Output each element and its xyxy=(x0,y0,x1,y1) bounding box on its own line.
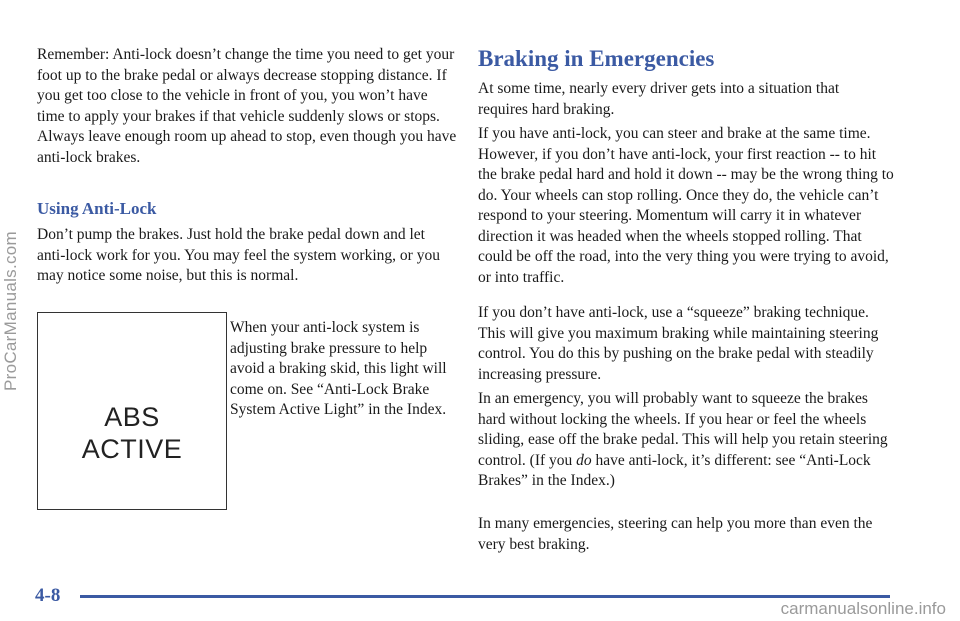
intro-paragraph: Remember: Anti-lock doesn’t change the time you need to get your foot up to the brake pedal or always decrease stopping distance. If you get too close to the vehicle in front of you, you won’t have time to apply your brakes if that vehicle suddenly slows or stops. Always leave enough room up ahead to stop, even though you have anti-lock brakes. xyxy=(37,46,457,166)
footer-rule xyxy=(80,595,890,598)
paragraph-1: At some time, nearly every driver gets into a situation that requires hard braking. xyxy=(478,80,840,118)
using-anti-lock-paragraph: Don’t pump the brakes. Just hold the brake pedal down and let anti-lock work for you. You may feel the system working, or you may notice some noise, but this is normal. xyxy=(37,226,440,284)
paragraph-4-part-b: have anti-lock, it’s different: see “Anti-Lock Brakes” in the Index.) xyxy=(478,451,871,489)
abs-light-line1: ABS xyxy=(104,402,160,432)
paragraph-4-part-a: In an emergency, you will probably want to squeeze the brakes hard without locking the wheels. If you hear or feel the wheels sliding, ease off the brake pedal. This will help you retain steering control. (If you xyxy=(478,390,888,469)
abs-light-line2: ACTIVE xyxy=(81,434,183,464)
watermark-left-text: ProCarManuals.com xyxy=(1,230,21,391)
page-number: 4-8 xyxy=(35,585,61,606)
watermark-left xyxy=(0,0,22,621)
watermark-bottom: carmanualsonline.info xyxy=(780,599,946,618)
paragraph-3: If you don’t have anti-lock, use a “squeeze” braking technique. This will give you maximum braking while maintaining steering control. You do this by pushing on the brake pedal with steadily increasing pressure. xyxy=(478,304,879,383)
subheading-using-anti-lock: Using Anti-Lock xyxy=(37,199,157,218)
abs-light-description: When your anti-lock system is adjusting brake pressure to help avoid a braking skid, this light will come on. See “Anti-Lock Brake System Active Light” in the Index. xyxy=(230,319,447,418)
paragraph-4-emphasis: do xyxy=(576,451,592,469)
paragraph-4 xyxy=(478,389,898,492)
abs-active-light-icon xyxy=(37,312,227,510)
section-heading: Braking in Emergencies xyxy=(478,46,715,71)
paragraph-5: In many emergencies, steering can help you more than even the very best braking. xyxy=(478,515,873,553)
paragraph-2: If you have anti-lock, you can steer and brake at the same time. However, if you don’t have anti-lock, your first reaction -- to hit the brake pedal hard and hold it down -- may be the wrong thing to do. Your wheels can stop rolling. Once they do, the vehicle can’t respond to your steering. Momentum will carry it in whatever direction it was headed when the wheels stopped rolling. That could be off the road, into the very thing you were trying to avoid, or into traffic. xyxy=(478,125,894,286)
